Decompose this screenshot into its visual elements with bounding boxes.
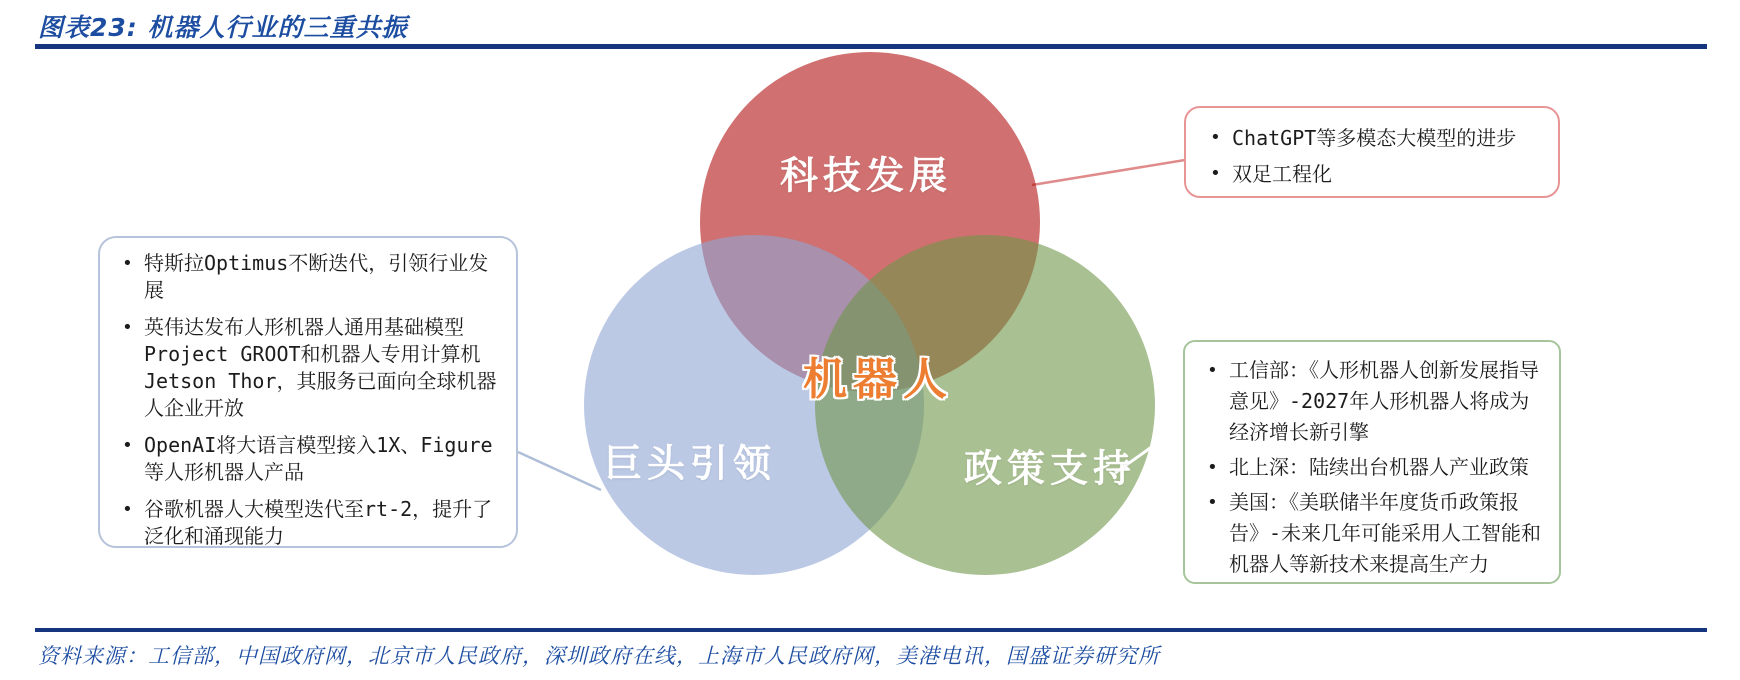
bullet-item: • 英伟达发布人形机器人通用基础模型Project GROOT和机器人专用计算机Jetson Thor，其服务已面向全球机器人企业开放 xyxy=(114,314,498,422)
bullet-item: • 北上深：陆续出台机器人产业政策 xyxy=(1199,452,1549,483)
bottom-divider xyxy=(35,628,1707,632)
bullet-item: • 谷歌机器人大模型迭代至rt-2，提升了泛化和涌现能力 xyxy=(114,496,498,550)
source-note: 资料来源：工信部，中国政府网，北京市人民政府，深圳政府在线，上海市人民政府网，美港电讯，国盛证券研究所 xyxy=(38,644,1160,668)
label-policy-circle: 政策支持 xyxy=(963,446,1137,491)
connector-tech-line xyxy=(1032,160,1185,185)
label-tech-circle: 科技发展 xyxy=(779,153,953,198)
bullet-item: • 双足工程化 xyxy=(1202,159,1546,189)
callout-tech-box xyxy=(1184,106,1560,198)
venn-center-label: 机器人 xyxy=(803,354,953,405)
bullet-item: • ChatGPT等多模态大模型的进步 xyxy=(1202,123,1546,153)
callout-giants-box xyxy=(98,236,518,548)
label-giants-circle: 巨头引领 xyxy=(603,441,777,486)
figure-title: 图表23: 机器人行业的三重共振 xyxy=(38,13,408,42)
connector-giants-line xyxy=(518,452,601,490)
bullet-item: • 工信部：《人形机器人创新发展指导意见》-2027年人形机器人将成为经济增长新引擎 xyxy=(1199,355,1549,448)
callout-policy-box xyxy=(1183,340,1561,584)
bullet-item: • 美国：《美联储半年度货币政策报告》-未来几年可能采用人工智能和机器人等新技术来提高生产力 xyxy=(1199,487,1549,580)
bullet-item: • OpenAI将大语言模型接入1X、Figure等人形机器人产品 xyxy=(114,432,498,486)
bullet-item: • 特斯拉Optimus不断迭代，引领行业发展 xyxy=(114,250,498,304)
